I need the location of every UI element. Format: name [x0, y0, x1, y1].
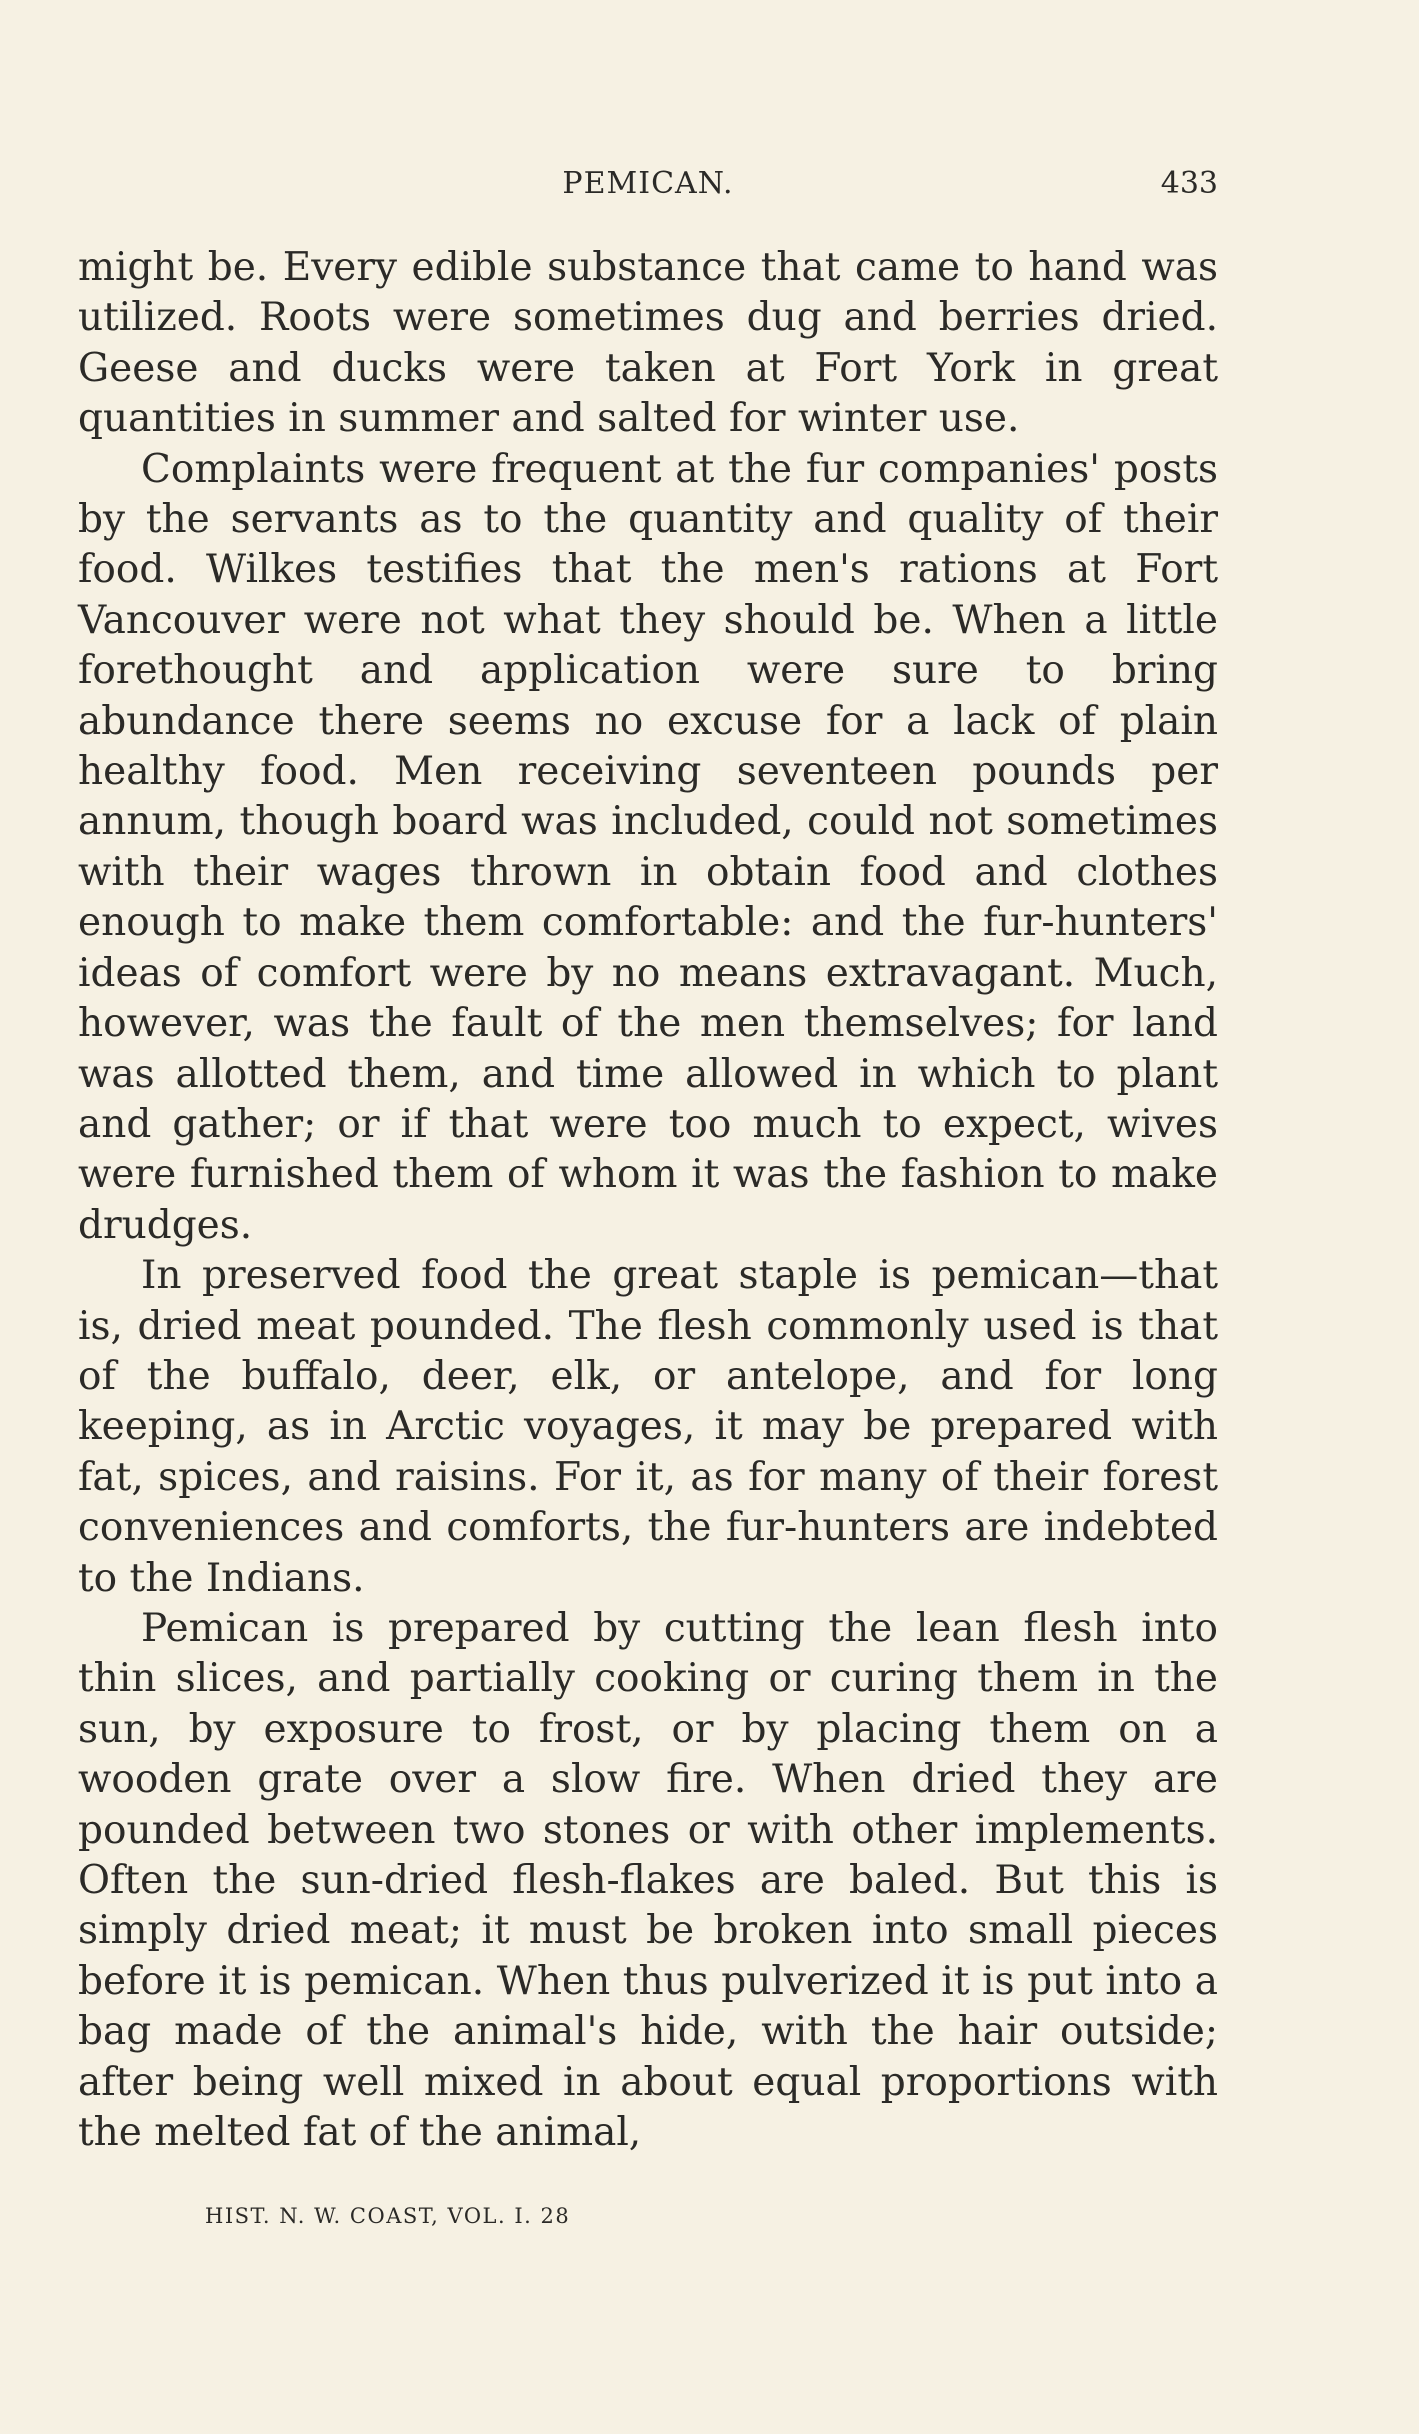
paragraph-1: might be. Every edible substance that came to hand was utilized. Roots were sometimes dug and berries dried. Geese and ducks were taken at Fort York in great quantities in summer and salted for winter use.	[78, 245, 1218, 442]
footer-signature: HIST. N. W. COAST, VOL. I. 28	[205, 2204, 571, 2228]
body-text	[78, 243, 1218, 2158]
page-number: 433	[1160, 166, 1218, 201]
paragraph-2: Complaints were frequent at the fur companies' posts by the servants as to the quantity and quality of their food. Wilkes testifies that the men's rations at Fort Vancouver were not what they should be. When a little forethought and application were sure to bring abundance there seems no excuse for a lack of plain healthy food. Men receiving seventeen pounds per annum, though board was included, could not sometimes with their wages thrown in obtain food and clothes enough to make them comfortable: and the fur-hunters' ideas of comfort were by no means extravagant. Much, however, was the fault of the men themselves; for land was allotted them, and time allowed in which to plant and gather; or if that were too much to expect, wives were furnished them of whom it was the fashion to make drudges.	[78, 446, 1218, 1248]
running-head: PEMICAN.	[562, 166, 734, 201]
page-header	[78, 166, 1218, 216]
paragraph-3: In preserved food the great staple is pemican—that is, dried meat pounded. The flesh commonly used is that of the buffalo, deer, elk, or antelope, and for long keeping, as in Arctic voyages, it may be prepared with fat, spices, and raisins. For it, as for many of their forest conveniences and comforts, the fur-hunters are indebted to the Indians.	[78, 1253, 1218, 1601]
paragraph-4: Pemican is prepared by cutting the lean flesh into thin slices, and partially cooking or curing them in the sun, by exposure to frost, or by placing them on a wooden grate over a slow fire. When dried they are pounded between two stones or with other implements. Often the sun-dried flesh-flakes are baled. But this is simply dried meat; it must be broken into small pieces before it is pemican. When thus pulverized it is put into a bag made of the animal's hide, with the hair outside; after being well mixed in about equal proportions with the melted fat of the animal,	[78, 1605, 1218, 2156]
